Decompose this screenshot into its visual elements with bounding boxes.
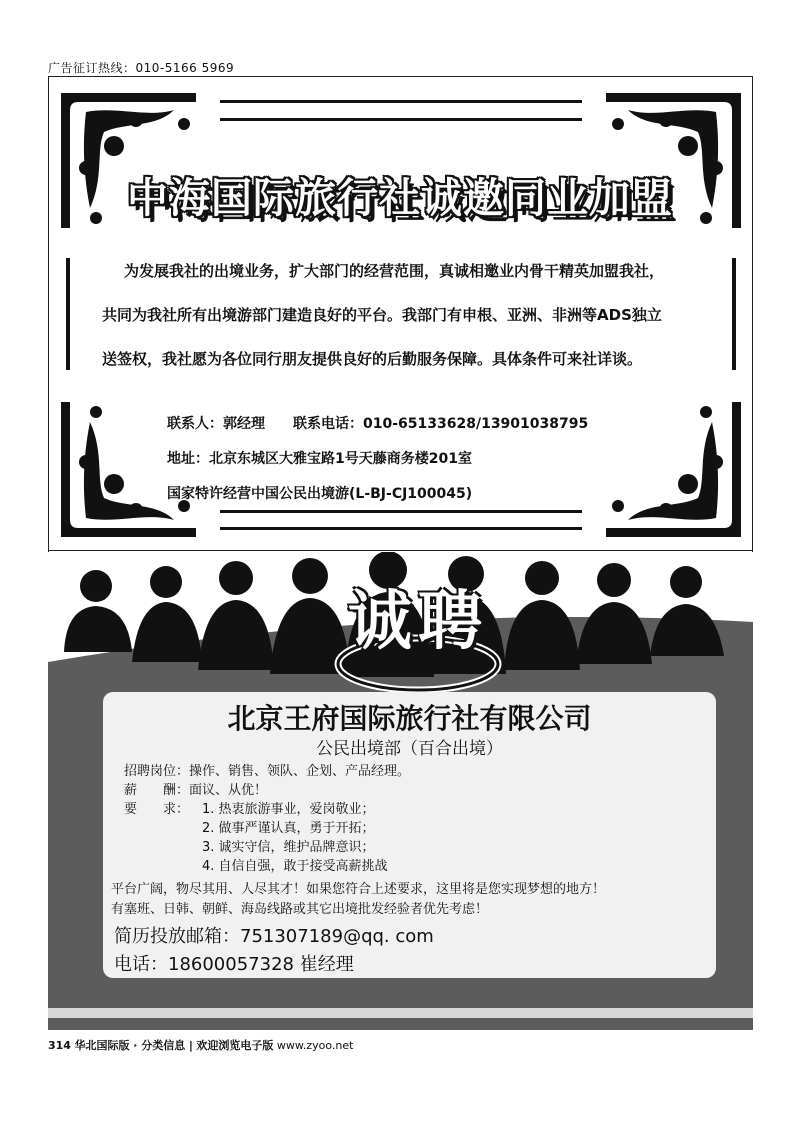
top-rule-1	[220, 100, 582, 103]
ad1-title: 中海国际旅行社诚邀同业加盟	[127, 174, 673, 222]
contact-phone: 电话：18600057328 崔经理	[114, 954, 354, 975]
salary: 薪 酬：面议、从优！	[124, 783, 268, 798]
bottom-rule-1	[220, 510, 582, 513]
company-name: 北京王府国际旅行社有限公司	[227, 702, 592, 735]
left-vertical-bar	[66, 258, 70, 370]
ad1-intro-line-1: 为发展我社的出境业务，扩大部门的经营范围，真诚相邀业内骨干精英加盟我社，	[124, 262, 665, 280]
footer-site: 欢迎浏览电子版	[196, 1039, 274, 1052]
right-vertical-bar	[732, 258, 736, 370]
ad1-intro-line-2: 共同为我社所有出境游部门建造良好的平台。我部门有申根、亚洲、非洲等ADS独立	[102, 306, 662, 324]
ad1-address: 地址：北京东城区大雅宝路1号天藤商务楼201室	[167, 451, 472, 467]
requirement-item: 4. 自信自强，敢于接受高薪挑战	[202, 859, 388, 874]
top-rule-2	[220, 118, 582, 121]
ad1-license: 国家特许经营中国公民出境游(L-BJ-CJ100045)	[167, 486, 473, 502]
page-number: 314	[48, 1039, 71, 1052]
requirements-label: 要 求：	[124, 802, 190, 817]
footer-url: www.zyoo.net	[276, 1039, 354, 1052]
description-line-2: 有塞班、日韩、朝鲜、海岛线路或其它出境批发经验者优先考虑！	[111, 902, 489, 917]
ad-hotline: 广告征订热线：010-5166 5969	[48, 61, 235, 75]
footer-section: 华北国际版 · 分类信息	[74, 1039, 186, 1052]
footer-separator: |	[188, 1039, 193, 1052]
resume-email: 简历投放邮箱：751307189@qq. com	[114, 926, 434, 947]
requirement-item: 1. 热衷旅游事业，爱岗敬业；	[202, 802, 375, 817]
corner-ornament-bottom-right-icon	[596, 392, 746, 542]
recruit-banner: 诚聘	[348, 584, 488, 659]
section-divider	[48, 550, 753, 551]
requirement-item: 3. 诚实守信，维护品牌意识；	[202, 840, 375, 855]
description-line-1: 平台广阔，物尽其用、人尽其才！如果您符合上述要求，这里将是您实现梦想的地方！	[111, 882, 606, 897]
bottom-rule-2	[220, 527, 582, 530]
department: 公民出境部（百合出境）	[316, 739, 503, 759]
requirement-item: 2. 做事严谨认真，勇于开拓；	[202, 821, 375, 836]
bottom-stripe	[48, 1008, 753, 1018]
positions: 招聘岗位：操作、销售、领队、企划、产品经理。	[124, 764, 411, 779]
page-footer	[48, 1037, 353, 1053]
ad1-intro-line-3: 送签权，我社愿为各位同行朋友提供良好的后勤服务保障。具体条件可来社详谈。	[102, 350, 643, 368]
ad1-contact: 联系人：郭经理 联系电话：010-65133628/13901038795	[167, 416, 589, 432]
